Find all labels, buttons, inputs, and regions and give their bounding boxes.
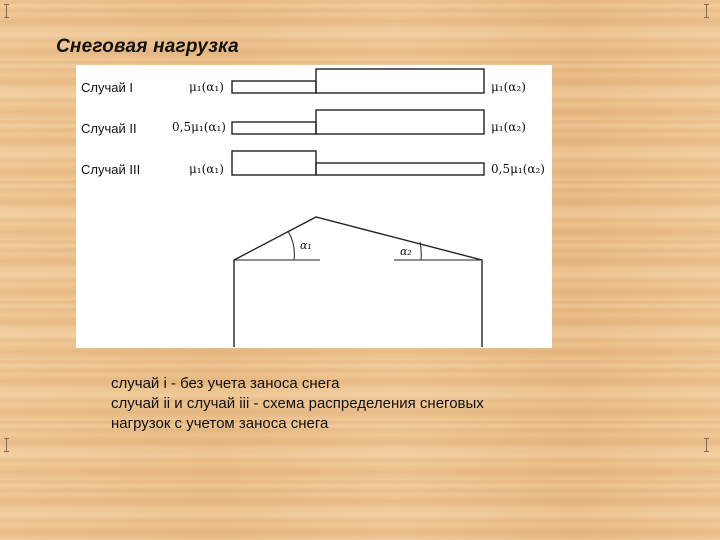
case-3-left-value: μ₁(α₁) (189, 162, 224, 176)
case-1-right-value: μ₁(α₂) (491, 80, 526, 94)
case-2-left-value: 0,5μ₁(α₁) (172, 120, 226, 134)
case-1-load-diagram (232, 69, 484, 93)
case-3-label: Случай III (81, 162, 141, 177)
case-2-label: Случай II (81, 121, 137, 136)
corner-mark-top-left (6, 4, 7, 18)
angle-alpha-2-label: α₂ (400, 245, 412, 258)
caption-line-3: нагрузок с учетом заноса снега (111, 415, 329, 432)
corner-mark-right (706, 438, 707, 452)
case-1-left-value: μ₁(α₁) (189, 80, 224, 94)
case-2-load-diagram (232, 110, 484, 134)
corner-mark-top-right (706, 4, 707, 18)
snow-load-diagram (76, 65, 552, 348)
caption (111, 374, 631, 434)
case-3-load-diagram (232, 151, 484, 175)
building-frame (234, 217, 482, 347)
case-1-label: Случай I (81, 80, 133, 95)
case-3-right-value: 0,5μ₁(α₂) (491, 162, 545, 176)
caption-line-1: случай i - без учета заноса снега (111, 375, 340, 392)
snow-load-svg (76, 65, 552, 348)
caption-line-2: случай ii и случай iii - схема распределения снеговых (111, 395, 484, 412)
corner-mark-left (6, 438, 7, 452)
case-2-right-value: μ₁(α₂) (491, 120, 526, 134)
slide-title: Снеговая нагрузка (56, 36, 239, 57)
angle-alpha-1-label: α₁ (300, 239, 312, 252)
